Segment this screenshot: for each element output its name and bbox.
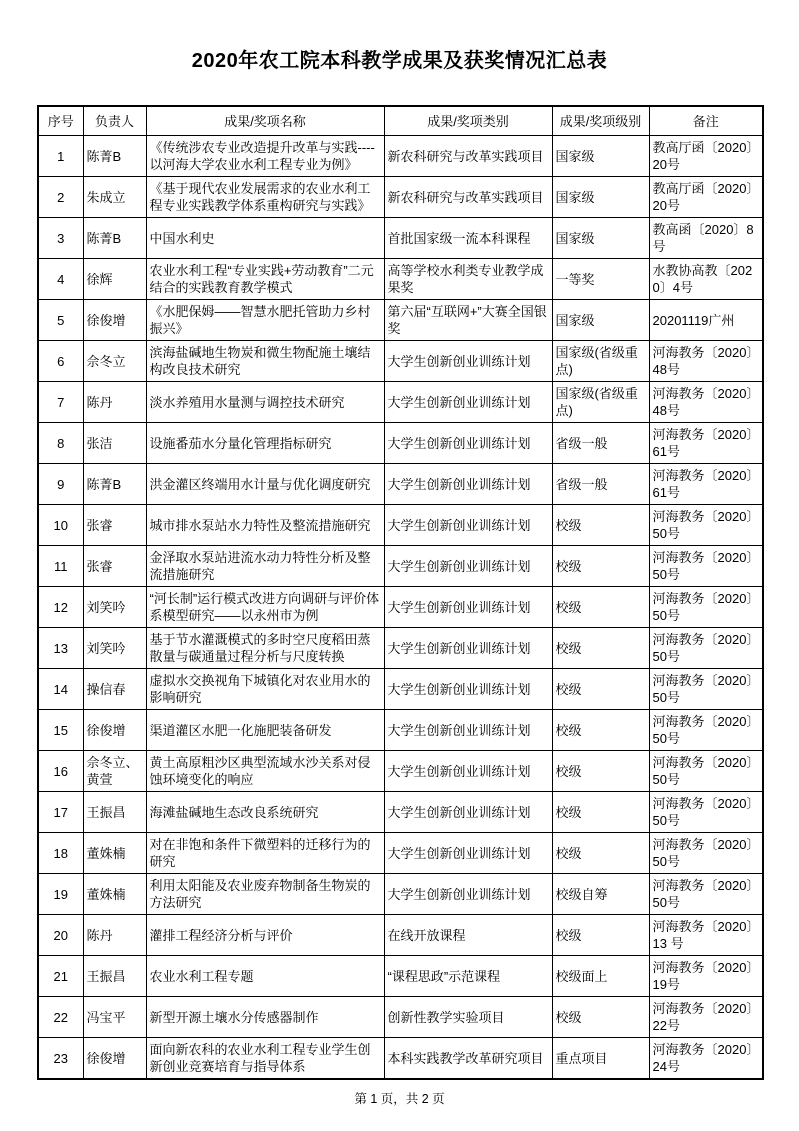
table-row <box>38 136 763 177</box>
cell-level: 校级自筹 <box>552 874 649 915</box>
cell-name: 洪金灌区终端用水计量与优化调度研究 <box>146 464 384 505</box>
cell-remark: 河海教务〔2020〕50号 <box>649 505 763 546</box>
cell-index: 20 <box>38 915 83 956</box>
cell-remark: 河海教务〔2020〕50号 <box>649 874 763 915</box>
table-row <box>38 382 763 423</box>
cell-index: 22 <box>38 997 83 1038</box>
cell-person: 徐辉 <box>83 259 146 300</box>
cell-index: 23 <box>38 1038 83 1080</box>
column-header-person: 负责人 <box>83 106 146 136</box>
cell-index: 16 <box>38 751 83 792</box>
column-header-level: 成果/奖项级别 <box>552 106 649 136</box>
cell-name: 虚拟水交换视角下城镇化对农业用水的影响研究 <box>146 669 384 710</box>
cell-remark: 教高厅函〔2020〕20号 <box>649 136 763 177</box>
cell-name: 对在非饱和条件下微塑料的迁移行为的研究 <box>146 833 384 874</box>
cell-name: 新型开源土壤水分传感器制作 <box>146 997 384 1038</box>
cell-person: 冯宝平 <box>83 997 146 1038</box>
cell-name: “河长制”运行模式改进方向调研与评价体系模型研究——以永州市为例 <box>146 587 384 628</box>
cell-level: 国家级 <box>552 177 649 218</box>
cell-name: 黄土高原粗沙区典型流域水沙关系对侵蚀环境变化的响应 <box>146 751 384 792</box>
cell-level: 省级一般 <box>552 464 649 505</box>
cell-index: 18 <box>38 833 83 874</box>
cell-level: 省级一般 <box>552 423 649 464</box>
table-row <box>38 464 763 505</box>
table-row <box>38 956 763 997</box>
cell-name: 《基于现代农业发展需求的农业水利工程专业实践教学体系重构研究与实践》 <box>146 177 384 218</box>
table-row <box>38 710 763 751</box>
cell-name: 渠道灌区水肥一化施肥装备研发 <box>146 710 384 751</box>
cell-name: 设施番茄水分量化管理指标研究 <box>146 423 384 464</box>
cell-category: 在线开放课程 <box>384 915 552 956</box>
cell-person: 朱成立 <box>83 177 146 218</box>
cell-index: 4 <box>38 259 83 300</box>
cell-name: 面向新农科的农业水利工程专业学生创新创业竞赛培育与指导体系 <box>146 1038 384 1080</box>
table-row <box>38 833 763 874</box>
page-title: 2020年农工院本科教学成果及获奖情况汇总表 <box>191 50 608 72</box>
cell-person: 刘笑吟 <box>83 587 146 628</box>
cell-level: 校级 <box>552 587 649 628</box>
cell-person: 王振昌 <box>83 956 146 997</box>
cell-category: 大学生创新创业训练计划 <box>384 669 552 710</box>
cell-level: 国家级(省级重点) <box>552 382 649 423</box>
cell-person: 张睿 <box>83 546 146 587</box>
cell-name: 金泽取水泵站进流水动力特性分析及整流措施研究 <box>146 546 384 587</box>
cell-name: 基于节水灌溉模式的多时空尺度稻田蒸散量与碳通量过程分析与尺度转换 <box>146 628 384 669</box>
cell-name: 滨海盐碱地生物炭和微生物配施土壤结构改良技术研究 <box>146 341 384 382</box>
table-row <box>38 259 763 300</box>
cell-remark: 河海教务〔2020〕48号 <box>649 341 763 382</box>
cell-remark: 水教协高教〔2020〕4号 <box>649 259 763 300</box>
cell-index: 12 <box>38 587 83 628</box>
cell-level: 重点项目 <box>552 1038 649 1080</box>
column-header-remark: 备注 <box>649 106 763 136</box>
page-footer: 第 1 页，共 2 页 <box>354 1092 445 1106</box>
cell-name: 淡水养殖用水量测与调控技术研究 <box>146 382 384 423</box>
cell-person: 陈丹 <box>83 915 146 956</box>
cell-level: 校级 <box>552 915 649 956</box>
cell-category: 大学生创新创业训练计划 <box>384 382 552 423</box>
cell-remark: 河海教务〔2020〕22号 <box>649 997 763 1038</box>
cell-category: “课程思政”示范课程 <box>384 956 552 997</box>
cell-person: 陈菁B <box>83 218 146 259</box>
cell-index: 3 <box>38 218 83 259</box>
table-row <box>38 669 763 710</box>
cell-name: 利用太阳能及农业废弃物制备生物炭的方法研究 <box>146 874 384 915</box>
cell-category: 首批国家级一流本科课程 <box>384 218 552 259</box>
cell-category: 大学生创新创业训练计划 <box>384 751 552 792</box>
cell-name: 海滩盐碱地生态改良系统研究 <box>146 792 384 833</box>
cell-level: 校级 <box>552 628 649 669</box>
summary-table <box>37 105 764 1080</box>
cell-level: 校级 <box>552 792 649 833</box>
cell-index: 17 <box>38 792 83 833</box>
cell-category: 创新性教学实验项目 <box>384 997 552 1038</box>
cell-index: 21 <box>38 956 83 997</box>
cell-remark: 河海教务〔2020〕48号 <box>649 382 763 423</box>
cell-name: 《传统涉农专业改造提升改革与实践----以河海大学农业水利工程专业为例》 <box>146 136 384 177</box>
table-row <box>38 1038 763 1080</box>
cell-remark: 河海教务〔2020〕50号 <box>649 710 763 751</box>
cell-person: 徐俊增 <box>83 300 146 341</box>
cell-index: 8 <box>38 423 83 464</box>
table-row <box>38 423 763 464</box>
cell-index: 2 <box>38 177 83 218</box>
table-row <box>38 218 763 259</box>
cell-index: 9 <box>38 464 83 505</box>
cell-index: 6 <box>38 341 83 382</box>
cell-level: 校级 <box>552 833 649 874</box>
cell-index: 15 <box>38 710 83 751</box>
cell-category: 本科实践教学改革研究项目 <box>384 1038 552 1080</box>
cell-remark: 河海教务〔2020〕50号 <box>649 833 763 874</box>
table-row <box>38 177 763 218</box>
table-row <box>38 792 763 833</box>
cell-index: 19 <box>38 874 83 915</box>
cell-level: 国家级 <box>552 218 649 259</box>
table-header <box>38 106 763 136</box>
cell-category: 大学生创新创业训练计划 <box>384 710 552 751</box>
cell-remark: 河海教务〔2020〕61号 <box>649 464 763 505</box>
table-row <box>38 505 763 546</box>
table-row <box>38 997 763 1038</box>
cell-index: 11 <box>38 546 83 587</box>
cell-person: 佘冬立、黄萱 <box>83 751 146 792</box>
table-row <box>38 341 763 382</box>
column-header-category: 成果/奖项类别 <box>384 106 552 136</box>
cell-person: 董姝楠 <box>83 833 146 874</box>
table-row <box>38 751 763 792</box>
cell-remark: 教高函〔2020〕8号 <box>649 218 763 259</box>
table-row <box>38 628 763 669</box>
cell-category: 大学生创新创业训练计划 <box>384 874 552 915</box>
cell-name: 中国水利史 <box>146 218 384 259</box>
cell-remark: 河海教务〔2020〕61号 <box>649 423 763 464</box>
cell-level: 国家级(省级重点) <box>552 341 649 382</box>
cell-name: 《水肥保姆——智慧水肥托管助力乡村振兴》 <box>146 300 384 341</box>
column-header-name: 成果/奖项名称 <box>146 106 384 136</box>
cell-level: 校级 <box>552 997 649 1038</box>
cell-category: 大学生创新创业训练计划 <box>384 341 552 382</box>
cell-person: 王振昌 <box>83 792 146 833</box>
cell-index: 5 <box>38 300 83 341</box>
cell-category: 大学生创新创业训练计划 <box>384 546 552 587</box>
cell-level: 校级 <box>552 710 649 751</box>
cell-category: 大学生创新创业训练计划 <box>384 833 552 874</box>
cell-person: 陈菁B <box>83 136 146 177</box>
cell-remark: 河海教务〔2020〕50号 <box>649 669 763 710</box>
cell-category: 大学生创新创业训练计划 <box>384 423 552 464</box>
cell-remark: 河海教务〔2020〕50号 <box>649 587 763 628</box>
cell-remark: 河海教务〔2020〕13 号 <box>649 915 763 956</box>
cell-index: 7 <box>38 382 83 423</box>
cell-level: 校级 <box>552 751 649 792</box>
cell-category: 高等学校水利类专业教学成果奖 <box>384 259 552 300</box>
cell-category: 大学生创新创业训练计划 <box>384 792 552 833</box>
cell-category: 大学生创新创业训练计划 <box>384 587 552 628</box>
cell-category: 大学生创新创业训练计划 <box>384 464 552 505</box>
table-row <box>38 300 763 341</box>
cell-remark: 河海教务〔2020〕50号 <box>649 628 763 669</box>
cell-category: 新农科研究与改革实践项目 <box>384 177 552 218</box>
table-body <box>38 136 763 1080</box>
column-header-index: 序号 <box>38 106 83 136</box>
cell-remark: 河海教务〔2020〕50号 <box>649 751 763 792</box>
cell-remark: 河海教务〔2020〕24号 <box>649 1038 763 1080</box>
cell-level: 国家级 <box>552 136 649 177</box>
cell-index: 14 <box>38 669 83 710</box>
cell-level: 一等奖 <box>552 259 649 300</box>
cell-level: 校级面上 <box>552 956 649 997</box>
cell-level: 国家级 <box>552 300 649 341</box>
cell-index: 1 <box>38 136 83 177</box>
cell-person: 徐俊增 <box>83 710 146 751</box>
cell-category: 大学生创新创业训练计划 <box>384 505 552 546</box>
cell-person: 佘冬立 <box>83 341 146 382</box>
table-row <box>38 546 763 587</box>
cell-name: 灌排工程经济分析与评价 <box>146 915 384 956</box>
cell-index: 10 <box>38 505 83 546</box>
cell-person: 徐俊增 <box>83 1038 146 1080</box>
cell-person: 陈丹 <box>83 382 146 423</box>
cell-name: 农业水利工程专题 <box>146 956 384 997</box>
table-row <box>38 915 763 956</box>
cell-remark: 20201119广州 <box>649 300 763 341</box>
cell-person: 张睿 <box>83 505 146 546</box>
cell-index: 13 <box>38 628 83 669</box>
cell-name: 城市排水泵站水力特性及整流措施研究 <box>146 505 384 546</box>
table-row <box>38 874 763 915</box>
header-row <box>38 106 763 136</box>
cell-remark: 河海教务〔2020〕19号 <box>649 956 763 997</box>
cell-person: 董姝楠 <box>83 874 146 915</box>
cell-category: 第六届“互联网+”大赛全国银奖 <box>384 300 552 341</box>
cell-level: 校级 <box>552 505 649 546</box>
cell-name: 农业水利工程“专业实践+劳动教育”二元结合的实践教育教学模式 <box>146 259 384 300</box>
cell-level: 校级 <box>552 669 649 710</box>
cell-category: 大学生创新创业训练计划 <box>384 628 552 669</box>
table-row <box>38 587 763 628</box>
cell-person: 操信春 <box>83 669 146 710</box>
cell-remark: 河海教务〔2020〕50号 <box>649 792 763 833</box>
cell-person: 陈菁B <box>83 464 146 505</box>
cell-remark: 河海教务〔2020〕50号 <box>649 546 763 587</box>
cell-remark: 教高厅函〔2020〕20号 <box>649 177 763 218</box>
cell-level: 校级 <box>552 546 649 587</box>
cell-person: 刘笑吟 <box>83 628 146 669</box>
cell-person: 张洁 <box>83 423 146 464</box>
cell-category: 新农科研究与改革实践项目 <box>384 136 552 177</box>
